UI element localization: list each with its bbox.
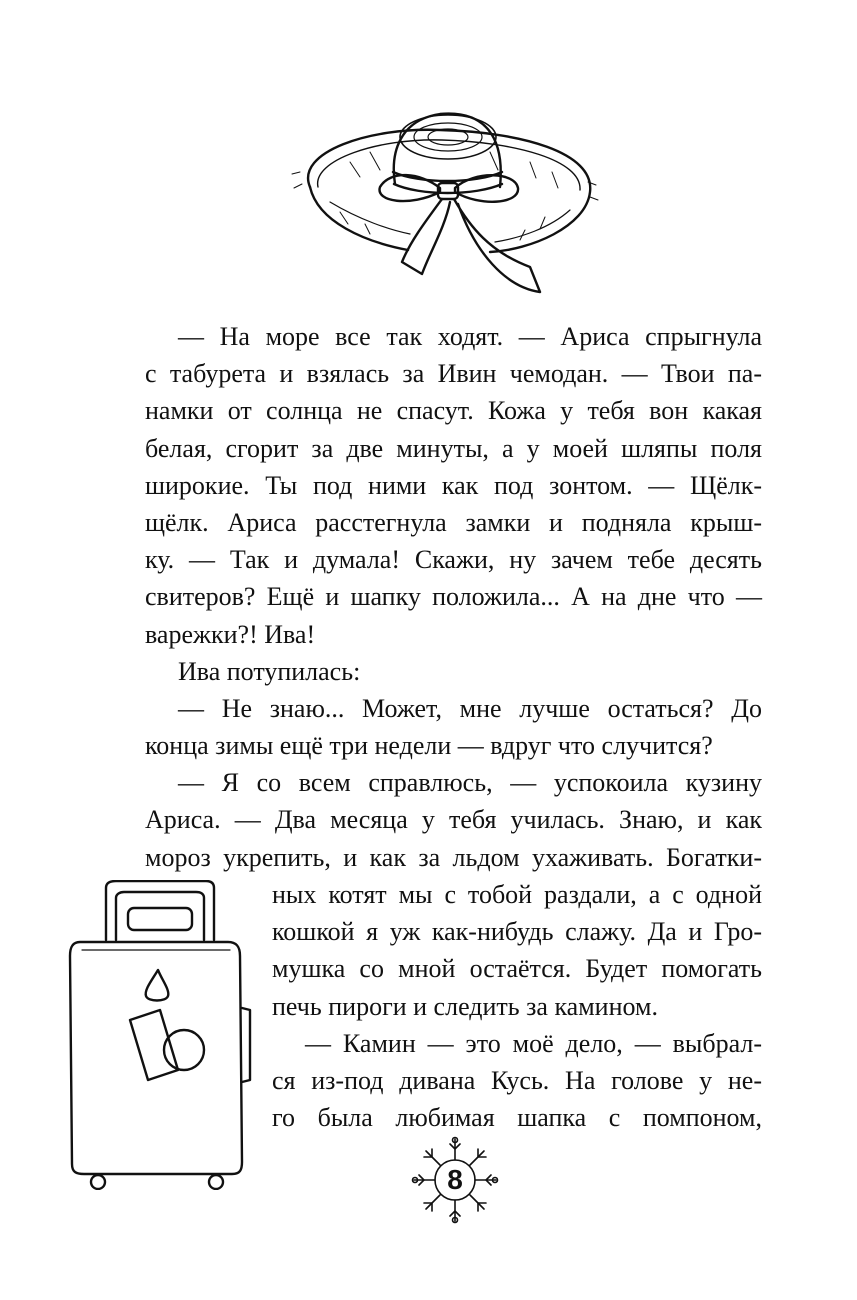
story-text-wrap — [272, 876, 762, 1136]
story-text-top — [145, 318, 762, 876]
text-line: мороз укрепить, и как за льдом ухаживать. Богатки- — [145, 842, 762, 872]
suitcase-illustration — [68, 880, 253, 1190]
text-line: — Не знаю... Может, мне лучше остаться? До — [178, 693, 762, 723]
sun-hat-illustration — [290, 92, 600, 307]
text-line: ку. — Так и думала! Скажи, ну зачем тебе десять — [145, 545, 762, 575]
text-line: с табурета и взялась за Ивин чемодан. — Твои па- — [145, 359, 762, 389]
text-line: ных котят мы с тобой раздали, а с одной — [272, 880, 762, 909]
text-line: — Камин — это моё дело, — выбрал- — [305, 1028, 762, 1058]
text-line: широкие. Ты под ними как под зонтом. — Щёлк- — [145, 470, 762, 500]
text-line: варежки?! Ива! — [145, 619, 316, 649]
text-line: мушка со мной остаётся. Будет помогать — [272, 954, 762, 984]
page-number: 8 — [447, 1164, 463, 1195]
text-line: — На море все так ходят. — Ариса спрыгнула — [178, 322, 762, 351]
text-line: щёлк. Ариса расстегнула замки и подняла крыш- — [145, 507, 762, 537]
text-line: го была любимая шапка с помпоном, — [272, 1103, 762, 1133]
text-line: — Я со всем справлюсь, — успокоила кузину — [178, 768, 762, 798]
text-line: ся из-под дивана Кусь. На голове у не- — [272, 1065, 762, 1095]
text-line: Ариса. — Два месяца у тебя училась. Знаю, и как — [145, 805, 762, 835]
text-line: свитеров? Ещё и шапку положила... А на дне что — — [145, 582, 762, 612]
text-line: печь пироги и следить за камином. — [272, 991, 658, 1021]
text-line: конца зимы ещё три недели — вдруг что случится? — [145, 731, 713, 761]
text-line: намки от солнца не спасут. Кожа у тебя вон какая — [145, 396, 762, 426]
text-line: Ива потупилась: — [178, 656, 361, 686]
text-line: кошкой я уж как-нибудь слажу. Да и Гро- — [272, 917, 762, 947]
text-line: белая, сгорит за две минуты, а у моей шляпы поля — [145, 433, 762, 463]
